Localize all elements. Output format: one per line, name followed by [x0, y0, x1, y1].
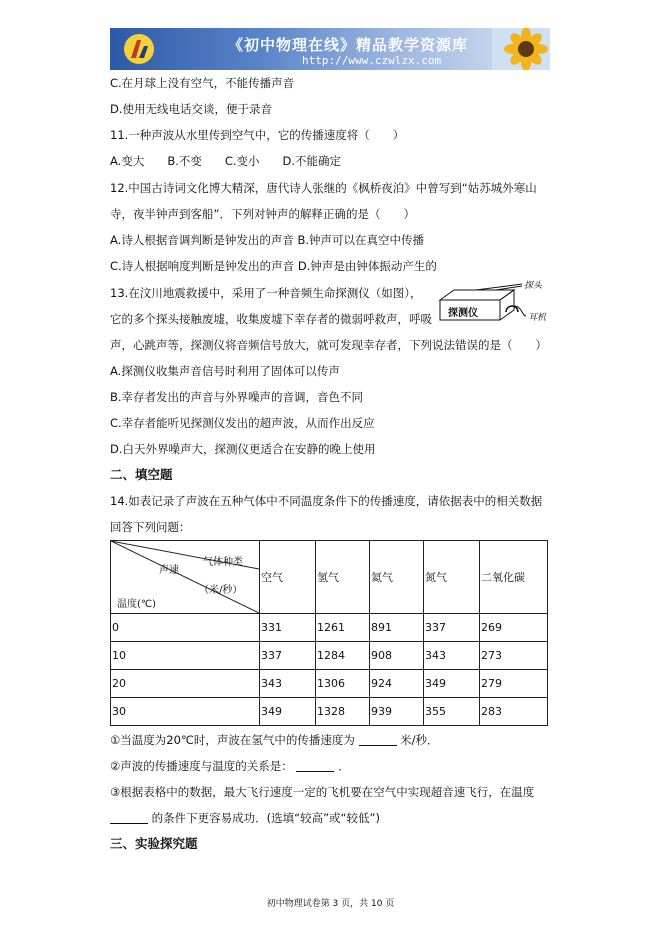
- corner-temperature: 温度(℃): [117, 599, 157, 610]
- row-temperature: 30: [111, 698, 260, 726]
- detector-label: 探测仪: [448, 308, 478, 319]
- question-12-line2: 寺，夜半钟声到客船”．下列对钟声的解释正确的是（ ）: [110, 207, 415, 221]
- table-row: [111, 698, 548, 726]
- table-cell: 1328: [316, 698, 370, 726]
- question-13-line3: 声，心跳声等，探测仪将音频信号放大，就可发现幸存者，下列说法错误的是（ ）: [110, 338, 547, 352]
- header-hydrogen: 氢气: [316, 541, 370, 614]
- table-cell: 891: [370, 614, 424, 642]
- option-d-wireless: D.使用无线电话交谈，便于录音: [110, 102, 273, 116]
- table-corner-cell: [111, 541, 260, 614]
- fill-question-3-line1: ③根据表格中的数据，最大飞行速度一定的飞机要在空气中实现超音速飞行，在温度: [110, 785, 535, 799]
- table-cell: 337: [260, 642, 316, 670]
- table-cell: 343: [424, 642, 480, 670]
- header-banner: [110, 28, 550, 70]
- fill-3-blank[interactable]: [110, 812, 148, 824]
- fill-1-unit: 米/秒．: [400, 733, 439, 747]
- earphone-label: 耳机: [528, 313, 547, 323]
- banner-title: 《初中物理在线》精品教学资源库: [228, 36, 469, 54]
- table-cell: 349: [260, 698, 316, 726]
- fill-3-text: 的条件下更容易成功．(选填“较高”或“较低”): [151, 811, 380, 825]
- question-12-line1: 12.中国古诗词文化博大精深，唐代诗人张继的《枫桥夜泊》中曾写到“姑苏城外寒山: [110, 181, 537, 195]
- header-nitrogen: 氮气: [424, 541, 480, 614]
- fill-2-end: ．: [338, 759, 350, 773]
- question-12-options-ab: A.诗人根据音调判断是钟发出的声音 B.钟声可以在真空中传播: [110, 233, 425, 247]
- fill-1-blank[interactable]: [359, 734, 397, 746]
- corner-gas-type: 气体种类: [203, 557, 243, 568]
- question-11-options: A.变大 B.不变 C.变小 D.不能确定: [110, 154, 342, 168]
- table-cell: 283: [480, 698, 548, 726]
- table-cell: 269: [480, 614, 548, 642]
- corner-speed: 声速: [159, 565, 179, 576]
- fill-2-blank[interactable]: [296, 760, 334, 772]
- table-cell: 939: [370, 698, 424, 726]
- table-cell: 1261: [316, 614, 370, 642]
- table-cell: 355: [424, 698, 480, 726]
- section-experiment: 三、实验探究题: [110, 836, 198, 851]
- row-temperature: 20: [111, 670, 260, 698]
- banner-url: http://www.czwlzx.com: [302, 54, 442, 67]
- fill-question-2: [110, 758, 350, 774]
- fill-question-1: [110, 732, 439, 748]
- table-cell: 343: [260, 670, 316, 698]
- corner-unit: （米/秒）: [199, 585, 243, 596]
- table-cell: 349: [424, 670, 480, 698]
- question-13-line2: 它的多个探头接触废墟，收集废墟下幸存者的微弱呼救声，呼吸: [110, 312, 432, 326]
- fill-1-text: ①当温度为20℃时，声波在氢气中的传播速度为: [110, 733, 355, 747]
- sound-speed-table: [110, 540, 548, 726]
- header-helium: 氦气: [370, 541, 424, 614]
- question-13-option-b: B.幸存者发出的声音与外界噪声的音调，音色不同: [110, 390, 364, 404]
- table-cell: 337: [424, 614, 480, 642]
- fill-2-text: ②声波的传播速度与温度的关系是：: [110, 759, 293, 773]
- table-cell: 908: [370, 642, 424, 670]
- header-co2: 二氧化碳: [480, 541, 548, 614]
- table-row: [111, 670, 548, 698]
- row-temperature: 10: [111, 642, 260, 670]
- sunflower-icon: [492, 28, 550, 70]
- table-cell: 331: [260, 614, 316, 642]
- table-cell: 1284: [316, 642, 370, 670]
- site-logo-icon: [122, 32, 156, 66]
- probe-label: 探头: [524, 281, 543, 291]
- table-cell: 279: [480, 670, 548, 698]
- table-row: [111, 642, 548, 670]
- question-12-options-cd: C.诗人根据响度判断是钟发出的声音 D.钟声是由钟体振动产生的: [110, 259, 437, 273]
- table-cell: 924: [370, 670, 424, 698]
- question-13-option-a: A.探测仪收集声音信号时利用了固体可以传声: [110, 364, 340, 378]
- detector-figure: [436, 282, 556, 324]
- question-13-option-c: C.幸存者能听见探测仪发出的超声波，从而作出反应: [110, 416, 375, 430]
- question-14-line2: 回答下列问题：: [110, 520, 191, 534]
- table-row: [111, 614, 548, 642]
- fill-question-3-line2: [110, 810, 380, 826]
- question-13-option-d: D.白天外界噪声大，探测仪更适合在安静的晚上使用: [110, 442, 376, 456]
- section-fill-in: 二、填空题: [110, 467, 173, 482]
- table-cell: 273: [480, 642, 548, 670]
- table-header-row: [111, 541, 548, 614]
- row-temperature: 0: [111, 614, 260, 642]
- header-air: 空气: [260, 541, 316, 614]
- table-cell: 1306: [316, 670, 370, 698]
- page-footer: 初中物理试卷第 3 页，共 10 页: [266, 899, 395, 909]
- question-13-line1: 13.在汶川地震救援中，采用了一种音频生命探测仪（如图），: [110, 286, 422, 300]
- question-11: 11.一种声波从水里传到空气中，它的传播速度将（ ）: [110, 128, 405, 142]
- question-14-line1: 14.如表记录了声波在五种气体中不同温度条件下的传播速度，请依据表中的相关数据: [110, 494, 543, 508]
- option-c-moon: C.在月球上没有空气，不能传播声音: [110, 76, 295, 90]
